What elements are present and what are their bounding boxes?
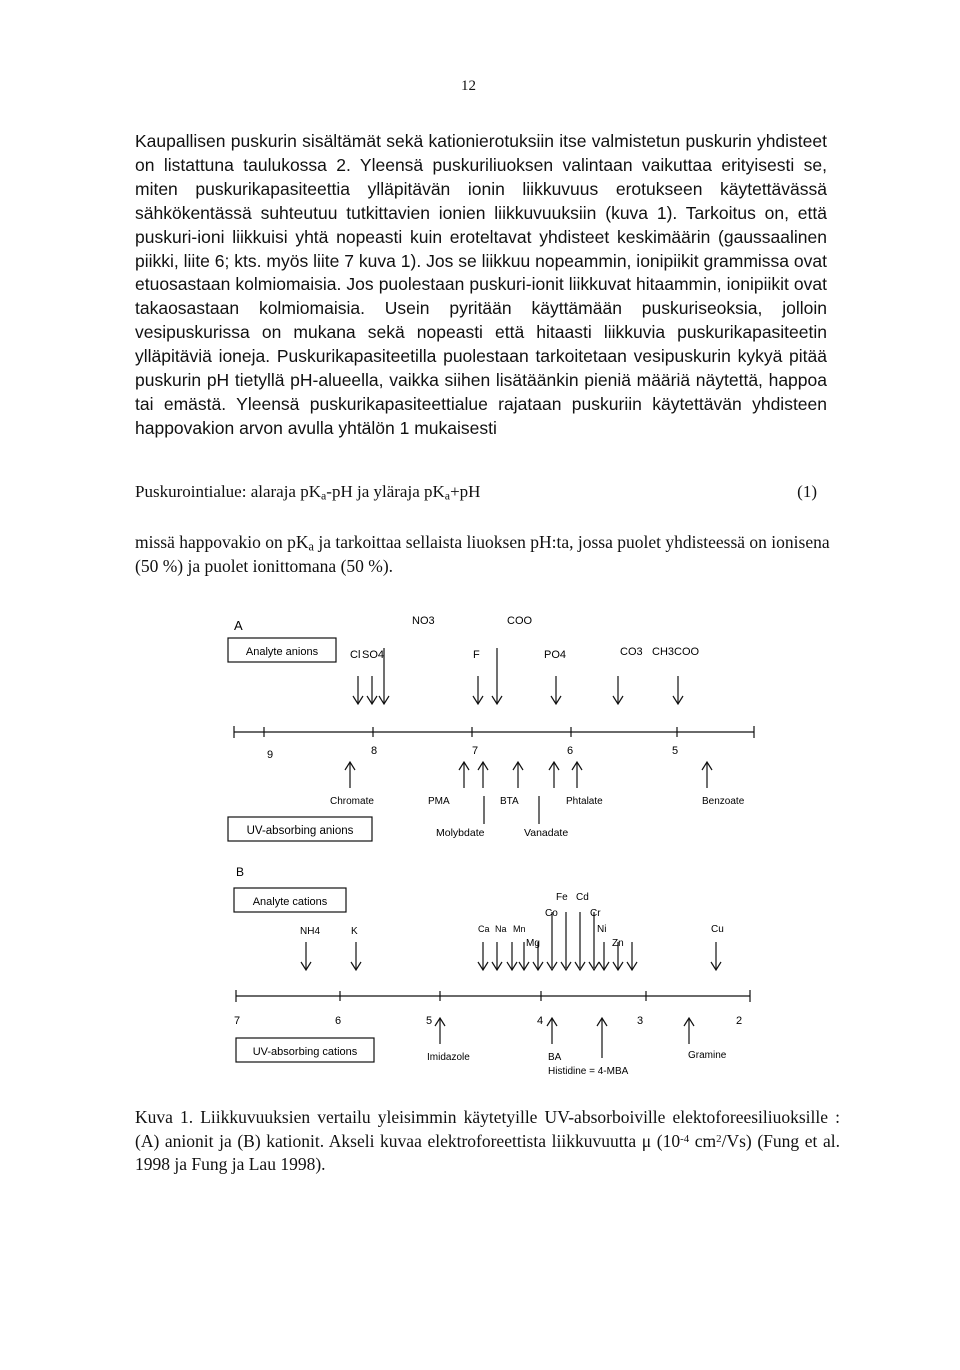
label-bta: BTA (500, 796, 519, 807)
equation-tail: +pH (450, 482, 481, 501)
label-co3: CO3 (620, 646, 643, 658)
label-vanadate: Vanadate (524, 827, 569, 839)
label-mn: Mn (513, 924, 526, 934)
body-text: Kaupallisen puskurin sisältämät sekä kationierotuksiin itse valmistetun puskurin yhdisteet on listattuna taulukossa 2. Yleensä puskuriliuoksen valintaan vaikuttaa erityisesti se, miten puskurikapasiteettia ylläpitävän ionin liikkuvuus erotukseen käytettävässä sähkökentässä suhteutuu tutkittavien ionien liikkuvuuksiin (kuva 1). Tarkoitus on, että puskuri-ioni liikkuisi yhtä nopeasti kuin eroteltavat yhdisteet keskimäärin (gaussaalinen piikki, liite 6; kts. myös liite 7 kuva 1). Jos se liikkuu nopeammin, ionipiikit grammissa ovat etuosastaan kolmiomaisia. Jos puolestaan puskuri-ionit liikkuvat hitaammin, ionipiikit ovat takaosastaan kolmiomaisia. Usein pyritään käyttämään puskuriseoksia, jolloin vesipuskurissa on mukana sekä nopeasti että hitaasti liikkuvia puskurikapasiteetin ylläpitäviä ioneja. Puskurikapasiteetilla puolestaan tarkoitetaan vesipuskurin kykyä pitää puskurin pH tietyllä pH-alueella, vaikka siihen lisätäänkin pieniä määriä näytettä, happoa tai emästä. Yleensä puskurikapasiteettialue rajataan puskuriin käytettävän yhdisteen happovakion arvon avulla yhtälön 1 mukaisesti (135, 131, 827, 438)
equation-sub-a1: a (321, 488, 327, 503)
label-fe: Fe (556, 892, 568, 903)
label-ba: BA (548, 1052, 562, 1063)
label-k: K (351, 926, 358, 937)
label-ch3coo: CH3COO (652, 646, 700, 658)
equation-sub-a2: a (444, 488, 451, 503)
caption-exp1: -4 (680, 1132, 690, 1145)
anion-tick-7: 7 (472, 745, 479, 757)
anion-tick-8: 8 (371, 745, 378, 757)
label-mg: Mg (526, 938, 540, 949)
caption-prefix: Kuva 1. Liikkuvuuksien vertailu yleisimmin käytetyille UV-absorboiville elektoforeesiliuoksille : (A) anionit ja (B) kationit. Akseli kuvaa elektroforeettista liikkuvuutta (135, 1107, 840, 1151)
caption-unit: cm (689, 1130, 717, 1151)
equation-lead: Puskurointialue: alaraja pK (135, 482, 322, 501)
panel-a-label: A (234, 618, 243, 633)
mobility-figure (0, 600, 960, 1100)
mobility-diagram (0, 600, 960, 1100)
label-na: Na (495, 924, 507, 934)
label-phtalate: Phtalate (566, 796, 603, 807)
caption-exp2: 2 (716, 1132, 722, 1145)
cation-tick-4: 4 (537, 1015, 544, 1027)
anion-tick-9: 9 (267, 749, 274, 761)
caption-mu: μ (641, 1130, 652, 1151)
cation-tick-6: 6 (335, 1015, 342, 1027)
label-zn: Zn (612, 938, 624, 949)
label-cr: Cr (590, 908, 601, 919)
page-number: 12 (461, 78, 476, 94)
label-chromate: Chromate (330, 796, 374, 807)
body-paragraph (135, 130, 827, 441)
label-gramine: Gramine (688, 1050, 727, 1061)
equation-text (135, 482, 480, 502)
caption-text (135, 1106, 840, 1177)
label-f: F (473, 649, 480, 661)
equation-1 (135, 482, 817, 502)
label-so4: SO4 (362, 649, 385, 661)
caption-paren: (10 (651, 1130, 681, 1151)
explanation-sub-a: a (308, 539, 314, 554)
label-cl: Cl (350, 649, 361, 661)
label-benzoate: Benzoate (702, 796, 745, 807)
equation-mid: -pH ja yläraja pK (326, 482, 445, 501)
explanation-text (135, 530, 835, 578)
anion-tick-5: 5 (672, 745, 679, 757)
explanation-paragraph (135, 530, 835, 578)
equation-number: (1) (797, 482, 817, 501)
anion-tick-6: 6 (567, 745, 574, 757)
cation-tick-2: 2 (736, 1015, 743, 1027)
caption-suffix: /Vs) (Fung et al. 1998 ja Fung ja Lau 1998). (135, 1130, 840, 1174)
label-co: Co (545, 908, 558, 919)
analyte-anions-label: Analyte anions (245, 646, 319, 658)
label-po4: PO4 (544, 649, 567, 661)
cation-tick-3: 3 (637, 1015, 644, 1027)
analyte-cations-label: Analyte cations (252, 896, 328, 908)
label-molybdate: Molybdate (436, 827, 485, 839)
figure-caption (135, 1106, 840, 1177)
cation-tick-5: 5 (426, 1015, 433, 1027)
label-ni: Ni (597, 924, 607, 935)
label-cd: Cd (576, 892, 589, 903)
label-pma: PMA (428, 796, 450, 807)
label-nh4: NH4 (300, 926, 321, 937)
label-ca: Ca (478, 924, 490, 934)
label-no3: NO3 (412, 615, 435, 627)
uv-absorbing-anions-label: UV-absorbing anions (246, 825, 354, 837)
panel-b-label: B (236, 865, 245, 879)
label-imidazole: Imidazole (427, 1052, 470, 1063)
uv-absorbing-cations-label: UV-absorbing cations (252, 1046, 358, 1058)
explanation-part2: ja tarkoittaa sellaista liuoksen pH:ta, jossa puolet yhdisteessä on ionisena (50 %) ja puolet ionittomana (50 %). (135, 532, 830, 576)
label-cu: Cu (711, 924, 724, 935)
label-histidine: Histidine = 4-MBA (548, 1066, 629, 1077)
cation-tick-7: 7 (234, 1015, 241, 1027)
label-coo: COO (507, 615, 533, 627)
explanation-part1: missä happovakio on pK (135, 532, 309, 552)
